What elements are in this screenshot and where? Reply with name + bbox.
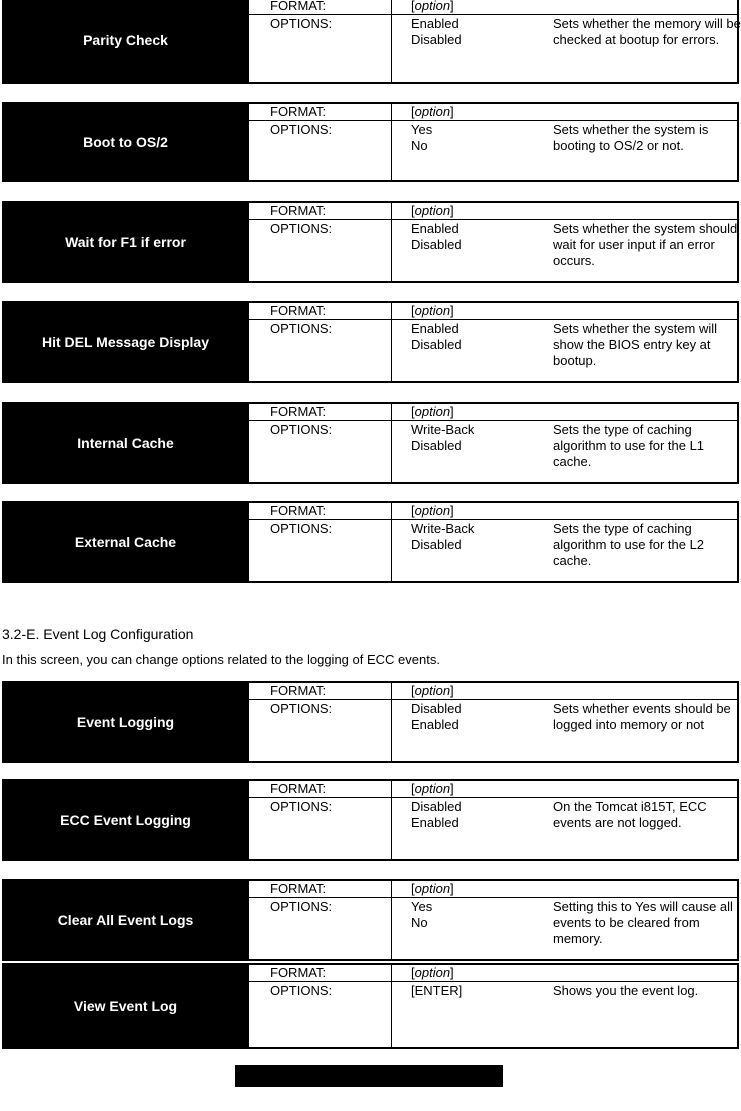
format-value: [option] — [411, 303, 454, 318]
option-values — [411, 321, 462, 353]
footer-bar — [235, 1065, 503, 1087]
option-description: Sets whether the system should wait for user input if an error occurs. — [553, 221, 738, 268]
option-values — [411, 799, 462, 831]
setting-details — [249, 201, 739, 283]
setting-details — [249, 779, 739, 861]
format-label: FORMAT: — [270, 203, 327, 218]
options-label: OPTIONS: — [270, 983, 333, 998]
option-value: No — [411, 915, 428, 930]
format-label: FORMAT: — [270, 881, 327, 896]
option-values — [411, 521, 474, 553]
format-row — [249, 203, 737, 220]
column-divider — [391, 303, 392, 381]
format-row — [249, 0, 737, 15]
options-label: OPTIONS: — [270, 321, 333, 336]
setting-details — [249, 301, 739, 383]
column-divider — [391, 965, 392, 1047]
option-values — [411, 701, 462, 733]
option-description: Sets whether the system will show the BIOS entry key at bootup. — [553, 321, 718, 368]
options-label: OPTIONS: — [270, 521, 333, 536]
setting-table-hit-del-message — [2, 301, 739, 383]
setting-table-wait-for-f1 — [2, 201, 739, 283]
setting-details — [249, 501, 739, 583]
setting-name: Hit DEL Message Display — [2, 301, 249, 383]
setting-details — [249, 0, 739, 84]
setting-name: ECC Event Logging — [2, 779, 249, 861]
option-values — [411, 899, 432, 931]
format-value: [option] — [411, 965, 454, 980]
setting-name: Clear All Event Logs — [2, 879, 249, 961]
option-value: Disabled — [411, 438, 462, 453]
format-row — [249, 781, 737, 798]
options-label: OPTIONS: — [270, 899, 333, 914]
option-description: Setting this to Yes will cause all events to be cleared from memory. — [553, 899, 733, 946]
option-value: No — [411, 138, 428, 153]
column-divider — [391, 683, 392, 761]
format-value: [option] — [411, 881, 454, 896]
column-divider — [391, 203, 392, 281]
setting-table-ecc-event-logging — [2, 779, 739, 861]
column-divider — [391, 881, 392, 959]
option-value: Yes — [411, 122, 433, 137]
setting-table-view-event-log — [2, 963, 739, 1049]
format-row — [249, 503, 737, 520]
format-label: FORMAT: — [270, 965, 327, 980]
option-value: Disabled — [411, 537, 462, 552]
option-value: [ENTER] — [411, 983, 463, 998]
options-label: OPTIONS: — [270, 221, 333, 236]
format-label: FORMAT: — [270, 683, 327, 698]
format-value: [option] — [411, 0, 454, 13]
setting-name: View Event Log — [2, 963, 249, 1049]
option-values — [411, 422, 474, 454]
option-value: Enabled — [411, 321, 459, 336]
option-value: Disabled — [411, 799, 462, 814]
setting-table-external-cache — [2, 501, 739, 583]
setting-details — [249, 879, 739, 961]
format-row — [249, 104, 737, 121]
column-divider — [391, 781, 392, 859]
format-label: FORMAT: — [270, 104, 327, 119]
section-intro: In this screen, you can change options related to the logging of ECC events. — [2, 652, 440, 667]
setting-details — [249, 402, 739, 484]
option-value: Disabled — [411, 337, 462, 352]
setting-name: Parity Check — [2, 0, 249, 84]
setting-details — [249, 963, 739, 1049]
format-label: FORMAT: — [270, 0, 327, 13]
setting-table-event-logging — [2, 681, 739, 763]
format-row — [249, 404, 737, 421]
options-label: OPTIONS: — [270, 422, 333, 437]
column-divider — [391, 503, 392, 581]
format-value: [option] — [411, 503, 454, 518]
option-description: Sets the type of caching algorithm to use for the L1 cache. — [553, 422, 705, 469]
setting-details — [249, 102, 739, 182]
option-values — [411, 221, 462, 253]
format-value: [option] — [411, 683, 454, 698]
options-label: OPTIONS: — [270, 799, 333, 814]
option-value: Disabled — [411, 32, 462, 47]
format-value: [option] — [411, 104, 454, 119]
option-description: Sets the type of caching algorithm to use for the L2 cache. — [553, 521, 705, 568]
setting-name: Wait for F1 if error — [2, 201, 249, 283]
setting-table-parity-check — [2, 0, 739, 84]
format-label: FORMAT: — [270, 503, 327, 518]
option-description: On the Tomcat i815T, ECC events are not logged. — [553, 799, 707, 830]
options-label: OPTIONS: — [270, 16, 333, 31]
format-row — [249, 881, 737, 898]
setting-name: Event Logging — [2, 681, 249, 763]
option-value: Disabled — [411, 237, 462, 252]
option-value: Enabled — [411, 815, 459, 830]
option-value: Disabled — [411, 701, 462, 716]
section-title: 3.2-E. Event Log Configuration — [2, 626, 194, 642]
option-value: Write-Back — [411, 422, 475, 437]
format-row — [249, 303, 737, 320]
option-value: Enabled — [411, 16, 459, 31]
option-value: Enabled — [411, 221, 459, 236]
format-label: FORMAT: — [270, 404, 327, 419]
option-description: Sets whether the memory will be checked at bootup for errors. — [553, 16, 741, 47]
format-label: FORMAT: — [270, 303, 327, 318]
format-value: [option] — [411, 203, 454, 218]
options-label: OPTIONS: — [270, 122, 333, 137]
option-value: Yes — [411, 899, 433, 914]
options-label: OPTIONS: — [270, 701, 333, 716]
setting-details — [249, 681, 739, 763]
format-row — [249, 965, 737, 982]
setting-name: Internal Cache — [2, 402, 249, 484]
column-divider — [391, 0, 392, 82]
option-value: Enabled — [411, 717, 459, 732]
format-label: FORMAT: — [270, 781, 327, 796]
option-description: Sets whether events should be logged into memory or not — [553, 701, 731, 732]
column-divider — [391, 104, 392, 180]
setting-table-boot-to-os2 — [2, 102, 739, 182]
format-value: [option] — [411, 781, 454, 796]
option-value: Write-Back — [411, 521, 475, 536]
option-values — [411, 122, 432, 154]
setting-name: External Cache — [2, 501, 249, 583]
format-row — [249, 683, 737, 700]
option-description: Sets whether the system is booting to OS/2 or not. — [553, 122, 709, 153]
format-value: [option] — [411, 404, 454, 419]
option-values — [411, 983, 462, 999]
option-description: Shows you the event log. — [553, 983, 699, 998]
column-divider — [391, 404, 392, 482]
setting-table-clear-all-event-logs — [2, 879, 739, 961]
option-values — [411, 16, 462, 48]
setting-name: Boot to OS/2 — [2, 102, 249, 182]
setting-table-internal-cache — [2, 402, 739, 484]
